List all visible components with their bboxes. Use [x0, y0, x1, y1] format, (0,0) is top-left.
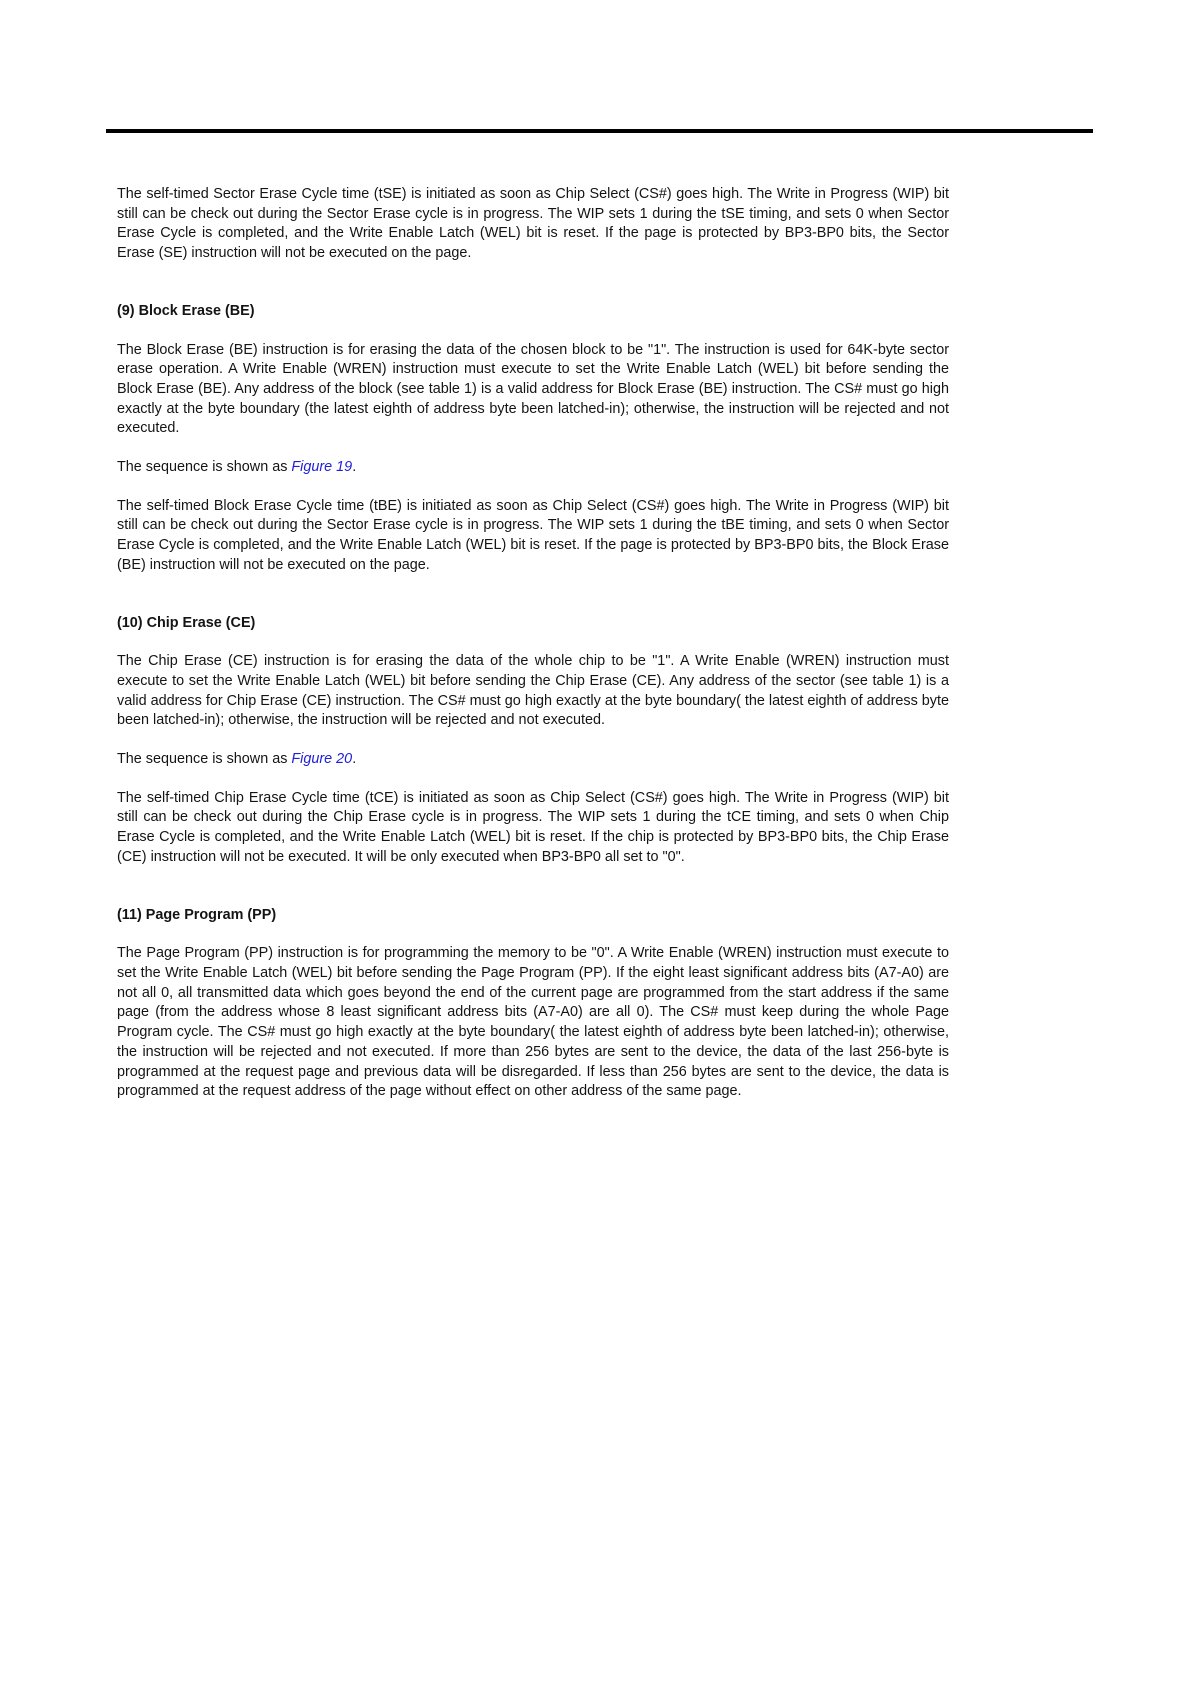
- paragraph-block-erase-timing: The self-timed Block Erase Cycle time (tBE) is initiated as soon as Chip Select (CS#) goes high. The Write in Progress (WIP) bit still can be check out during the Sector Erase cycle is in progress. The WIP sets 1 during the tBE timing, and sets 0 when Sector Erase Cycle is completed, and the Write Enable Latch (WEL) bit is reset. If the page is protected by BP3-BP0 bits, the Block Erase (BE) instruction will not be executed on the page.: [117, 497, 949, 573]
- sequence-prefix: The sequence is shown as: [117, 751, 292, 768]
- sequence-prefix: The sequence is shown as: [117, 459, 292, 476]
- paragraph-chip-erase-timing: The self-timed Chip Erase Cycle time (tCE) is initiated as soon as Chip Select (CS#) goes high. The Write in Progress (WIP) bit still can be check out during the Chip Erase cycle is in progress. The WIP sets 1 during the tCE timing, and sets 0 when Chip Erase Cycle is completed, and the Write Enable Latch (WEL) bit is reset. If the chip is protected by BP3-BP0 bits, the Chip Erase (CE) instruction will not be executed. It will be only executed when BP3-BP0 all set to "0".: [117, 789, 949, 865]
- heading-chip-erase: (10) Chip Erase (CE): [117, 614, 256, 631]
- header-rule: [106, 129, 1093, 133]
- heading-page-program: (11) Page Program (PP): [117, 906, 277, 923]
- document-body: [117, 185, 949, 1102]
- paragraph-sequence-figure-19: [117, 458, 949, 478]
- paragraph-chip-erase: The Chip Erase (CE) instruction is for erasing the data of the whole chip to be "1". A Write Enable (WREN) instruction must execute to set the Write Enable Latch (WEL) bit before sending the Chip Erase (CE). Any address of the sector (see table 1) is a valid address for Chip Erase (CE) instruction. The CS# must go high exactly at the byte boundary( the latest eighth of address byte been latched-in); otherwise, the instruction will be rejected and not executed.: [117, 653, 949, 729]
- paragraph-sequence-figure-20: [117, 750, 949, 770]
- figure-20-link[interactable]: Figure 20: [291, 751, 353, 768]
- paragraph-page-program: The Page Program (PP) instruction is for programming the memory to be "0". A Write Enable (WREN) instruction must execute to set the Write Enable Latch (WEL) bit before sending the Page Program (PP). If the eight least significant address bits (A7-A0) are not all 0, all transmitted data which goes beyond the end of the current page are programmed from the start address if the same page (from the address whose 8 least significant address bits (A7-A0) are all 0). The CS# must keep during the whole Page Program cycle. The CS# must go high exactly at the byte boundary( the latest eighth of address byte been latched-in); otherwise, the instruction will be rejected and not executed. If more than 256 bytes are sent to the device, the data of the last 256-byte is programmed at the request page and previous data will be disregarded. If less than 256 bytes are sent to the device, the data is programmed at the request address of the page without effect on other address of the same page.: [117, 945, 949, 1100]
- figure-19-link[interactable]: Figure 19: [291, 459, 353, 476]
- sequence-suffix: .: [352, 751, 357, 768]
- paragraph-sector-erase-timing: The self-timed Sector Erase Cycle time (tSE) is initiated as soon as Chip Select (CS#) goes high. The Write in Progress (WIP) bit still can be check out during the Sector Erase cycle is in progress. The WIP sets 1 during the tSE timing, and sets 0 when Sector Erase Cycle is completed, and the Write Enable Latch (WEL) bit is reset. If the page is protected by BP3-BP0 bits, the Sector Erase (SE) instruction will not be executed on the page.: [117, 186, 949, 262]
- sequence-suffix: .: [352, 459, 357, 476]
- heading-block-erase: (9) Block Erase (BE): [117, 302, 255, 319]
- paragraph-block-erase: The Block Erase (BE) instruction is for erasing the data of the chosen block to be "1". The instruction is used for 64K-byte sector erase operation. A Write Enable (WREN) instruction must execute to set the Write Enable Latch (WEL) bit before sending the Block Erase (BE). Any address of the block (see table 1) is a valid address for Block Erase (BE) instruction. The CS# must go high exactly at the byte boundary (the latest eighth of address byte been latched-in); otherwise, the instruction will be rejected and not executed.: [117, 341, 949, 437]
